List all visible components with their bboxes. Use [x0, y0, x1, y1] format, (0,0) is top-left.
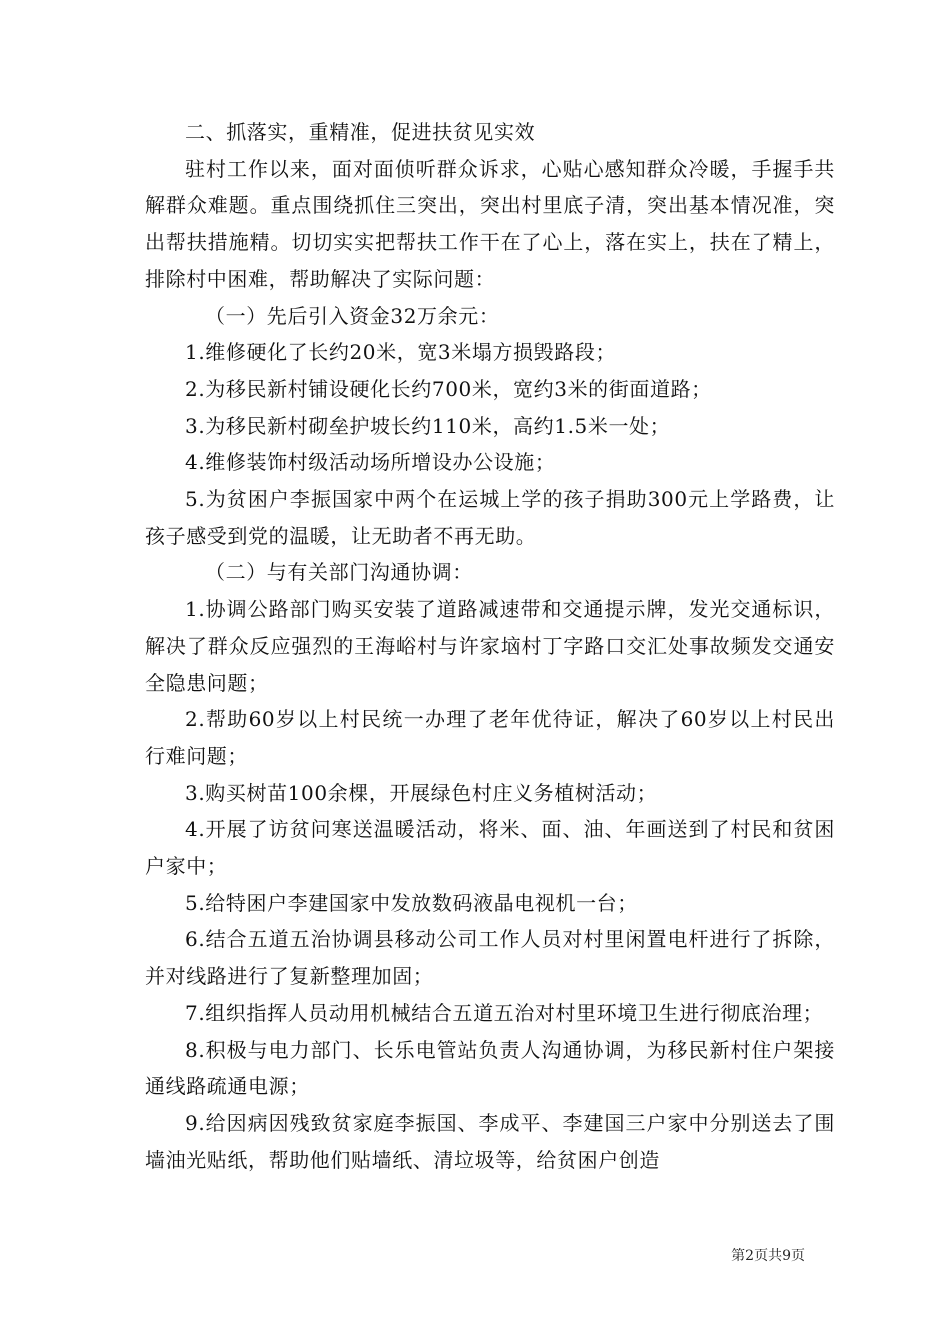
list-item: 7.组织指挥人员动用机械结合五道五治对村里环境卫生进行彻底治理； [185, 1000, 824, 1025]
subsection-heading: （一）先后引入资金32万余元： [205, 303, 500, 328]
list-item: 3.为移民新村砌垒护坡长约110米，高约1.5米一处； [185, 413, 671, 438]
list-item: 4.维修装饰村级活动场所增设办公设施； [185, 450, 556, 475]
list-item: 5.为贫困户李振国家中两个在运城上学的孩子捐助300元上学路费，让孩子感受到党的温暖，让无助者不再无助。 [145, 487, 835, 548]
list-item: 6.结合五道五治协调县移动公司工作人员对村里闲置电杆进行了拆除，并对线路进行了复新整理加固； [145, 927, 835, 989]
list-item: 5.给特困户李建国家中发放数码液晶电视机一台； [185, 890, 638, 915]
document-body [145, 114, 835, 1178]
list-item: 8.积极与电力部门、长乐电管站负责人沟通协调，为移民新村住户架接通线路疏通电源； [145, 1037, 835, 1099]
subsection-heading: （二）与有关部门沟通协调： [205, 560, 473, 585]
list-item: 1.协调公路部门购买安装了道路减速带和交通提示牌，发光交通标识，解决了群众反应强烈的王海峪村与许家垴村丁字路口交汇处事故频发交通安全隐患问题； [145, 597, 835, 695]
page-number: 第2页共9页 [731, 1248, 805, 1264]
list-item: 2.为移民新村铺设硬化长约700米，宽约3米的街面道路； [185, 376, 712, 401]
list-item: 2.帮助60岁以上村民统一办理了老年优待证，解决了60岁以上村民出行难问题； [145, 707, 835, 768]
body-paragraph: 驻村工作以来，面对面侦听群众诉求，心贴心感知群众冷暖，手握手共解群众难题。重点围绕抓住三突出，突出村里底子清，突出基本情况准，突出帮扶措施精。切切实实把帮扶工作干在了心上，落在实上，扶在了精上，排除村中困难，帮助解决了实际问题： [145, 156, 835, 291]
list-item: 3.购买树苗100余棵，开展绿色村庄义务植树活动； [185, 780, 658, 805]
list-item: 9.给因病因残致贫家庭李振国、李成平、李建国三户家中分别送去了围墙油光贴纸，帮助他们贴墙纸、清垃圾等，给贫困户创造 [145, 1110, 835, 1172]
list-item: 4.开展了访贫问寒送温暖活动，将米、面、油、年画送到了村民和贫困户家中； [145, 817, 835, 879]
list-item: 1.维修硬化了长约20米，宽3米塌方损毁路段； [185, 340, 617, 365]
section-heading: 二、抓落实，重精准，促进扶贫见实效 [185, 120, 536, 144]
